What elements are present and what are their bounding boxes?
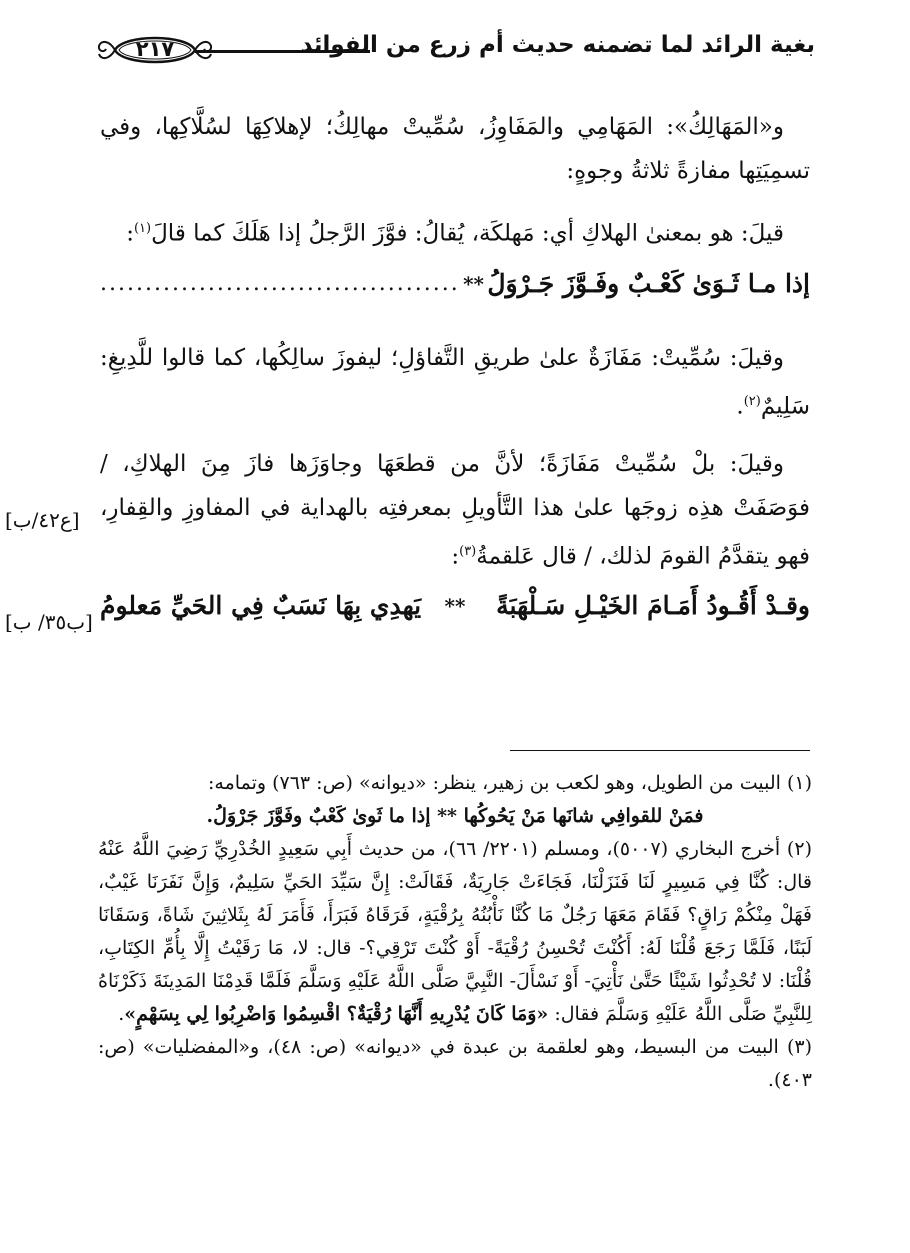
verse-alqama-second-half: يَهدِي بِهَا نَسَبٌ فِي الحَيِّ مَعلومُ	[100, 591, 422, 621]
footnote-2-text: أخرج البخاري (٥٠٠٧)، ومسلم (٢٢٠١/ ٦٦)، من حديث أَبِي سَعِيدٍ الخُدْرِيِّ رَضِيَ اللَّهُ عَنْهُ قال: كُنَّا فِي مَسِيرٍ لَنَا فَنَزَلْنَا، فَجَاءَتْ جَارِيَةٌ، فَقَالَتْ: إِنَّ سَيِّدَ الحَيِّ سَلِيمٌ، وَإِنَّ نَفَرَنَا غَيْبٌ، فَهَلْ مِنْكُمْ رَاقٍ؟ فَقَامَ مَعَهَا رَجُلٌ مَا كُنَّا نَأْبُنُهُ بِرُقْيَةٍ، فَرَقَاهُ فَبَرَأَ، فَأَمَرَ لَهُ بِثَلاثِينَ شَاةً، وَسَقَانَا لَبَنًا، فَلَمَّا رَجَعَ قُلْنَا لَهُ: أَكُنْتَ تُحْسِنُ رُقْيَةً- أَوْ كُنْتَ تَرْقِي؟- قال: لا، مَا رَقَيْتُ إِلَّا بِأُمِّ الكِتَابِ، قُلْنَا: لا تُحْدِثُوا شَيْئًا حَتَّىٰ نَأْتِيَ- أَوْ نَسْأَلَ- النَّبِيَّ صَلَّى اللَّهُ عَلَيْهِ وَسَلَّمَ فَلَمَّا قَدِمْنَا المَدِينَةَ ذَكَرْنَاهُ لِلنَّبِيِّ صَلَّى اللَّهُ عَلَيْهِ وَسَلَّمَ فقال:	[98, 838, 812, 1025]
footnote-3-number: (٣)	[786, 1036, 812, 1058]
paragraph-third-meaning	[100, 442, 810, 579]
footnote-ref-2[interactable]: (٢)	[743, 393, 761, 409]
manuscript-marker-b: [ب٣٥/ ب]	[5, 610, 93, 634]
paragraph-first-meaning	[100, 207, 810, 256]
footnote-2-number: (٢)	[786, 838, 812, 860]
footnote-1-number: (١)	[786, 772, 812, 794]
verse-kaab-omitted-half: ........................................	[100, 271, 460, 297]
paragraph-mahalik: و«المَهَالِكُ»: المَهَامِي والمَفَاوِزُ، سُمِّيتْ مهالِكُ؛ لإهلاكِهَا لسُلَّاكِها، وفي تسمِيَتِها مفازةً ثلاثةُ وجوهٍ:	[100, 114, 810, 184]
paragraph-third-meaning-end: :	[451, 543, 460, 570]
paragraph-third-meaning-text: وقيلَ: بلْ سُمِّيتْ مَفَازَةً؛ لأنَّ من قطعَهَا وجاوَزَها فازَ مِنَ الهلاكِ، / فوَصَفَتْ هذِه زوجَها علىٰ هذا التَّأويلِ بمعرفتِه بالهداية في المفاوزِ والقِفارِ، فهو يتقدَّمُ القومَ لذلك، / قال عَلقمةُ	[100, 451, 810, 570]
footnote-1	[98, 767, 812, 800]
paragraph-first-meaning-text: قيلَ: هو بمعنىٰ الهلاكِ أي: مَهلكَة، يُقالُ: فوَّزَ الرَّجلُ إذا هَلَكَ كما قالَ	[151, 220, 784, 247]
verse-separator: **	[463, 271, 485, 296]
running-header	[95, 30, 815, 70]
verse-alqama-first-half: وقـدْ أَقُـودُ أَمَـامَ الخَيْـلِ سَـلْهَبَةً	[496, 591, 810, 621]
manuscript-marker-a: [ع٤٢/ب]	[5, 508, 80, 532]
verse-alqama	[100, 583, 810, 629]
footnote-3-text: البيت من البسيط، وهو لعلقمة بن عبدة في «ديوانه» (ص: ٤٨)، و«المفضليات» (ص: ٤٠٣).	[98, 1036, 812, 1091]
paragraph-second-meaning-end: .	[736, 393, 744, 420]
verse-separator: **	[444, 593, 466, 618]
paragraph-second-meaning-text: وقيلَ: سُمِّيتْ: مَفَازَةٌ علىٰ طريقِ التَّفاؤلِ؛ ليفوزَ سالِكُها، كما قالوا للَّدِيغِ: سَلِيمٌ	[100, 344, 810, 420]
footnote-2	[98, 833, 812, 1031]
footnote-divider	[510, 750, 810, 751]
footnotes	[98, 767, 812, 1097]
footnote-1-verse: فمَنْ للقوافِي شانَها مَنْ يَحُوكُها ** إذا ما ثَوىٰ كَعْبٌ وفَوَّزَ جَرْوَلُ.	[206, 805, 704, 827]
paragraph-first-meaning-end: :	[126, 220, 134, 247]
running-header-title: بغية الرائد لما تضمنه حديث أم زرع من الفوائد	[300, 32, 815, 58]
footnote-2-hadith-quote: «وَمَا كَانَ يُدْرِيهِ أَنَّهَا رُقْيَةٌ؟ اقْسِمُوا وَاضْرِبُوا لِي بِسَهْمٍ»	[124, 1003, 549, 1025]
footnote-1-text: البيت من الطويل، وهو لكعب بن زهير، ينظر: «ديوانه» (ص: ٧٦٣) وتمامه:	[208, 772, 781, 794]
footnote-2-end: .	[118, 1003, 125, 1025]
paragraph-second-meaning	[100, 336, 810, 429]
verse-kaab-second-half: إذا مـا ثَـوَىٰ كَعْـبٌ وفَـوَّزَ جَـرْوَلُ	[487, 269, 810, 299]
footnote-ref-1[interactable]: (١)	[133, 221, 152, 236]
footnote-3	[98, 1031, 812, 1097]
verse-kaab	[100, 262, 810, 306]
page-number: ٢١٧	[135, 37, 175, 61]
main-text	[100, 105, 810, 629]
header-rule	[195, 50, 370, 53]
footnote-ref-3[interactable]: (٣)	[459, 544, 477, 560]
